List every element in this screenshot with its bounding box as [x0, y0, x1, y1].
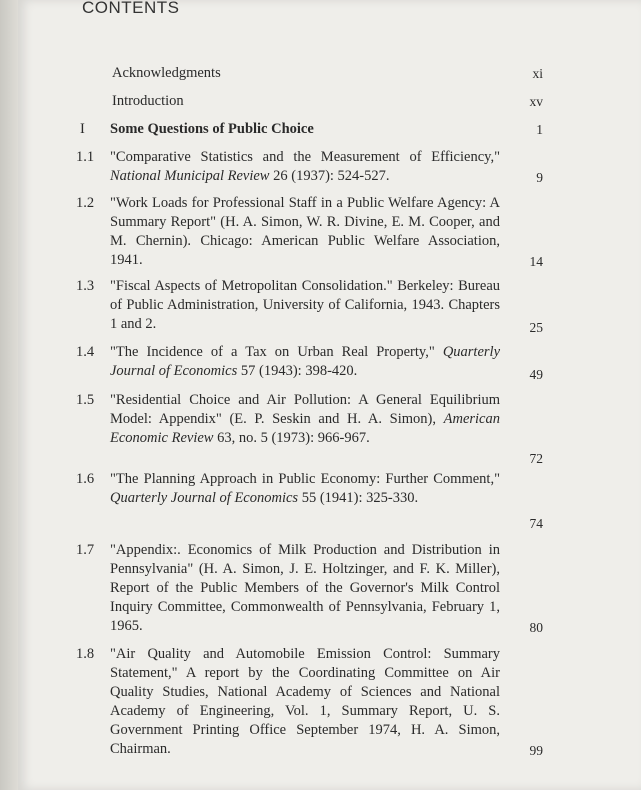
entry-text: "Work Loads for Professional Staff in a Public Welfare Agency: A Summary Report" (H. A. Simon, W. R. Divine, E. M. Cooper, and M. Chernin). Chicago: American Public Welfare Association, 1941. [110, 195, 500, 268]
book-gutter [0, 0, 18, 790]
entry-text: "Appendix:. Economics of Milk Production and Distribution in Pennsylvania" (H. A. Simon, J. E. Holtzinger, and F. K. Miller), Report of the Public Members of the Governor's Milk Control Inquiry Committee, Commonwealth of Pennsylvania, February 1, 1965. [110, 542, 500, 634]
entry-citation: 63, no. 5 (1973): 966-967. [213, 430, 370, 446]
toc-page-number: 25 [529, 320, 543, 335]
part-number: I [80, 121, 85, 137]
entry-title: "Residential Choice and Air Pollution: A General Equilibrium Model: Appendix" (E. P. Seskin and H. A. Simon), [110, 392, 500, 427]
toc-page-number: 9 [536, 170, 543, 185]
entry-journal: American Economic Review [110, 411, 500, 446]
entry-text [110, 343, 500, 381]
entry-number: 1.6 [76, 471, 95, 487]
entry-title: "Comparative Statistics and the Measurement of Efficiency," [110, 149, 500, 165]
entry-text: "Air Quality and Automobile Emission Control: Summary Statement," A report by the Coordinating Committee on Air Quality Studies, National Academy of Sciences and National Academy of Engineering, Vol. 1, Summary Report, U. S. Government Printing Office September 1974, H. A. Simon, Chairman. [110, 646, 500, 757]
entry-citation: 55 (1941): 325-330. [298, 490, 419, 506]
toc-page-number: 14 [529, 254, 543, 269]
entry-number: 1.4 [76, 344, 95, 360]
entry-number: 1.3 [76, 278, 95, 294]
entry-citation: 26 (1937): 524-527. [269, 168, 390, 184]
toc-page-number: xv [529, 94, 543, 109]
entry-text: "Fiscal Aspects of Metropolitan Consolidation." Berkeley: Bureau of Public Administration, University of California, 1943. Chapters 1 and 2. [110, 278, 500, 332]
entry-title: "The Incidence of a Tax on Urban Real Property," [110, 344, 435, 360]
book-page [18, 0, 641, 790]
entry-number: 1.1 [76, 149, 95, 165]
entry-number: 1.2 [76, 195, 95, 211]
entry-number: 1.7 [76, 542, 95, 558]
part-title-text: Some Questions of Public Choice [110, 121, 314, 137]
toc-page-number: 80 [529, 620, 543, 635]
toc-title: Introduction [112, 93, 184, 109]
entry-text [110, 148, 500, 186]
toc-title: Acknowledgments [112, 65, 221, 81]
toc-page-number: 72 [529, 451, 543, 466]
page-heading: CONTENTS [82, 0, 180, 17]
part-title [110, 120, 500, 139]
toc-page-number: 74 [529, 516, 543, 531]
entry-number: 1.8 [76, 646, 95, 662]
toc-page-number: 49 [529, 367, 543, 382]
entry-number: 1.5 [76, 392, 95, 408]
entry-journal: National Municipal Review [110, 168, 270, 184]
toc-page-number: 99 [529, 743, 543, 758]
toc-page-number: xi [532, 66, 543, 81]
entry-journal: Quarterly Journal of Economics [110, 344, 500, 379]
toc-page-number: 1 [536, 122, 543, 137]
entry-text [110, 470, 500, 508]
entry-text [110, 391, 500, 448]
entry-title: "The Planning Approach in Public Economy: Further Comment," [110, 471, 500, 487]
entry-journal: Quarterly Journal of Economics [110, 490, 299, 506]
entry-citation: 57 (1943): 398-420. [237, 363, 358, 379]
